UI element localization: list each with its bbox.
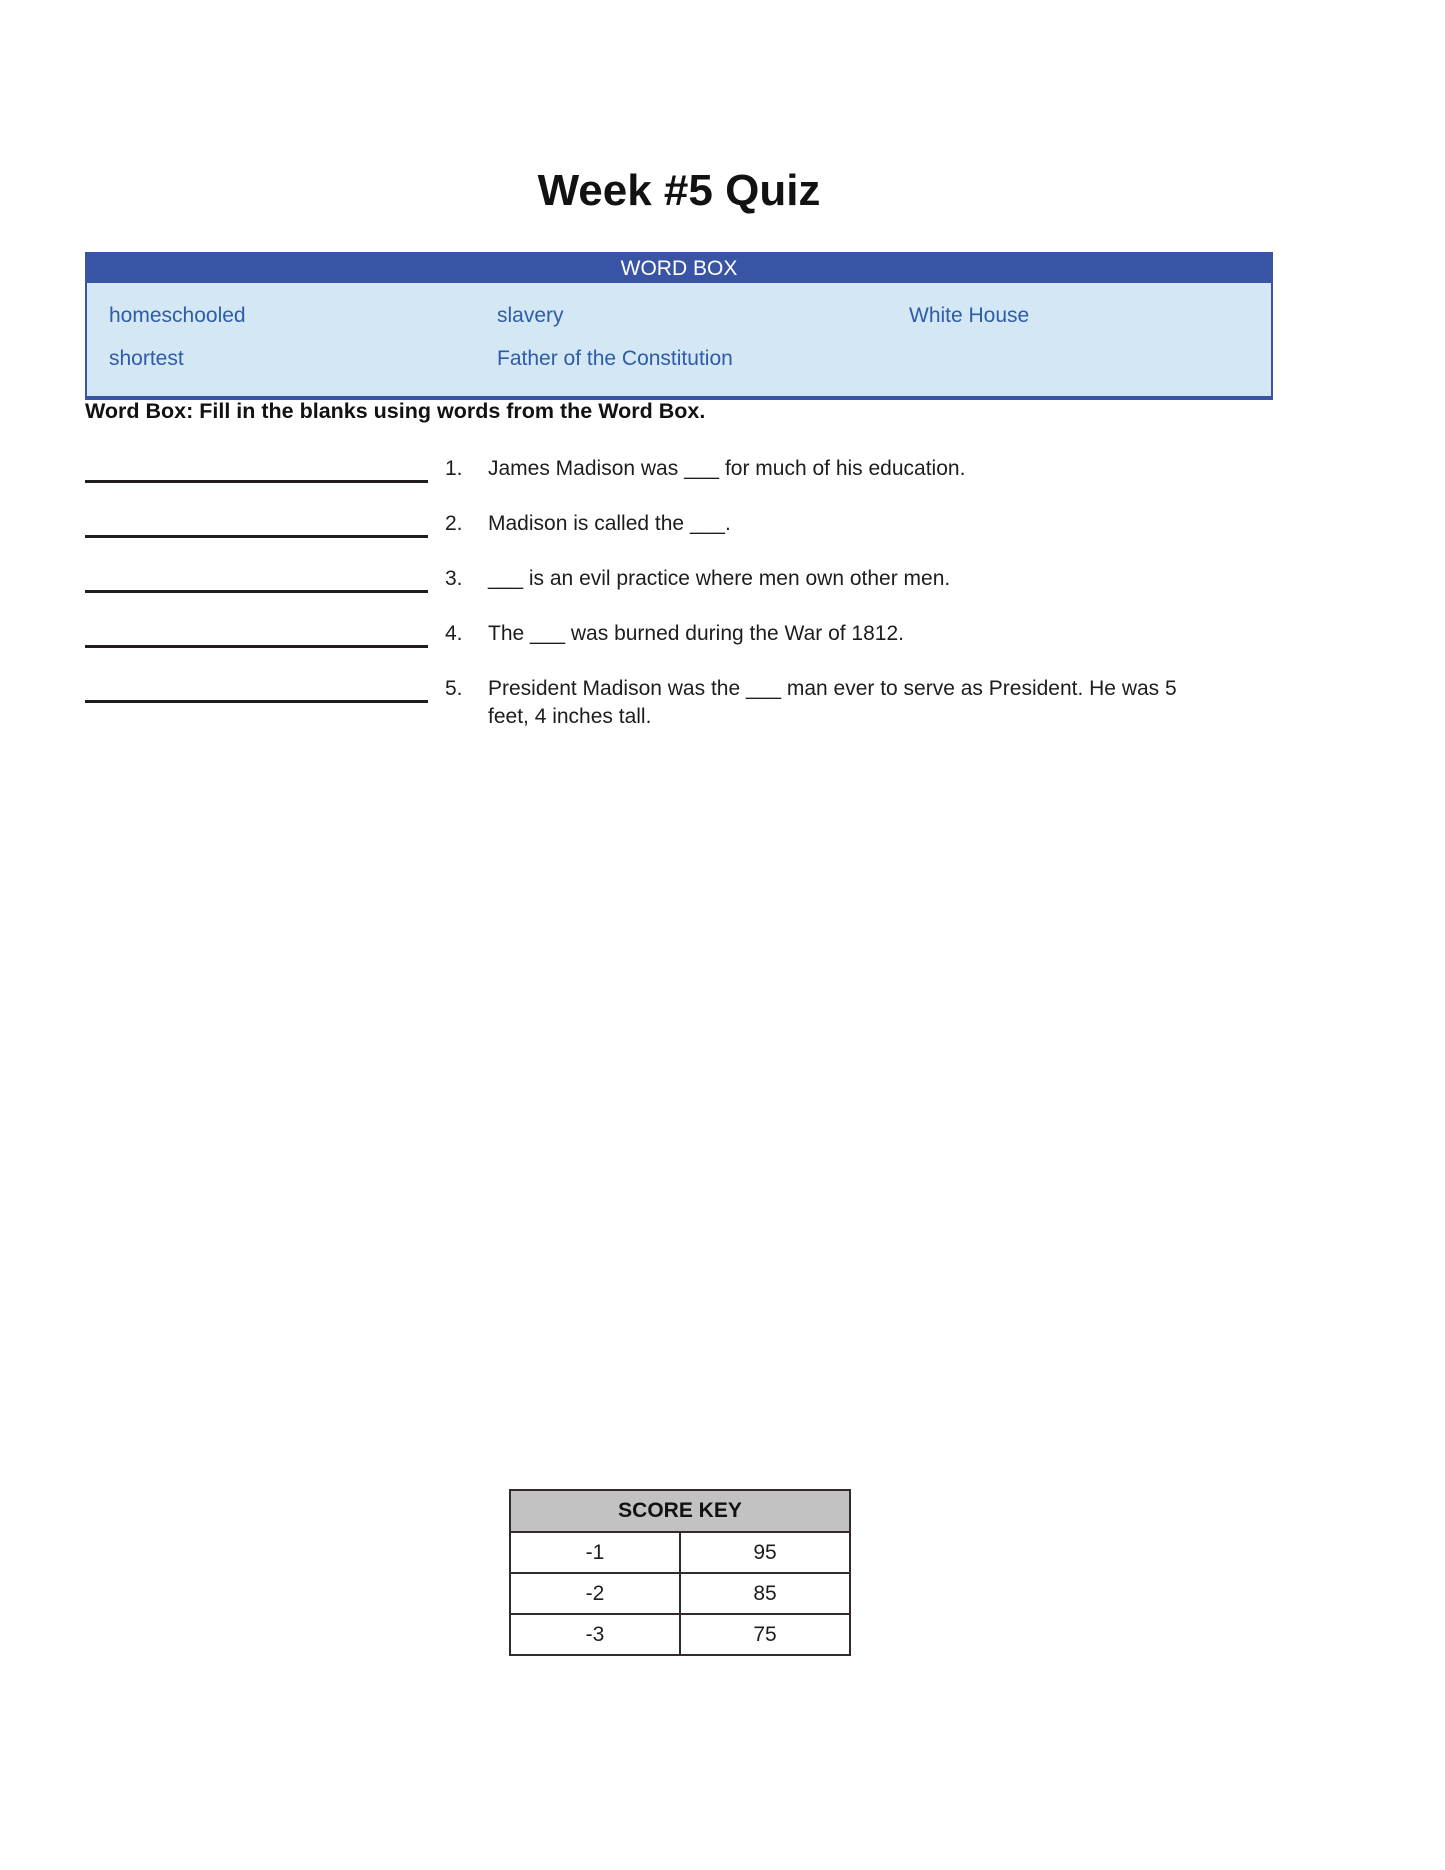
question-number-5: 5. [445,677,463,700]
score-value-3: 75 [680,1614,850,1655]
question-text-4: The ___ was burned during the War of 1812. [488,622,904,645]
answer-blank-3[interactable] [85,565,428,593]
question-text-1: James Madison was ___ for much of his education. [488,457,966,480]
score-key-row-3 [510,1614,850,1655]
question-row-3 [85,565,1280,593]
word-box-row [109,346,1271,372]
question-number-3: 3. [445,567,463,590]
score-key-header-row [510,1490,850,1532]
page-title: Week #5 Quiz [537,166,821,215]
word-homeschooled: homeschooled [109,304,246,327]
score-key-row-1 [510,1532,850,1573]
missed-count-2: -2 [510,1573,680,1614]
score-key-table [509,1489,851,1656]
question-row-2 [85,510,1280,538]
word-slavery: slavery [497,304,564,327]
score-key-title: SCORE KEY [510,1490,850,1532]
word-father-of-the-constitution: Father of the Constitution [497,347,733,370]
score-key-row-2 [510,1573,850,1614]
question-row-5 [85,675,1280,731]
score-value-1: 95 [680,1532,850,1573]
missed-count-3: -3 [510,1614,680,1655]
word-box-header: WORD BOX [87,254,1271,283]
word-box-row [109,303,1271,329]
word-white-house: White House [909,304,1030,327]
answer-blank-4[interactable] [85,620,428,648]
answer-blank-2[interactable] [85,510,428,538]
answer-blank-1[interactable] [85,455,428,483]
instructions-text: Word Box: Fill in the blanks using words from the Word Box. [85,399,706,423]
word-shortest: shortest [109,347,184,370]
question-number-2: 2. [445,512,463,535]
question-text-5: President Madison was the ___ man ever to serve as President. He was 5 feet, 4 inches tall. [488,677,1177,728]
question-row-1 [85,455,1280,483]
question-text-3: ___ is an evil practice where men own other men. [488,567,951,590]
word-box [85,252,1273,400]
missed-count-1: -1 [510,1532,680,1573]
word-box-body [87,283,1271,396]
question-text-2: Madison is called the ___. [488,512,731,535]
score-value-2: 85 [680,1573,850,1614]
question-list [85,455,1280,758]
answer-blank-5[interactable] [85,675,428,703]
question-number-1: 1. [445,457,463,480]
question-row-4 [85,620,1280,648]
question-number-4: 4. [445,622,463,645]
